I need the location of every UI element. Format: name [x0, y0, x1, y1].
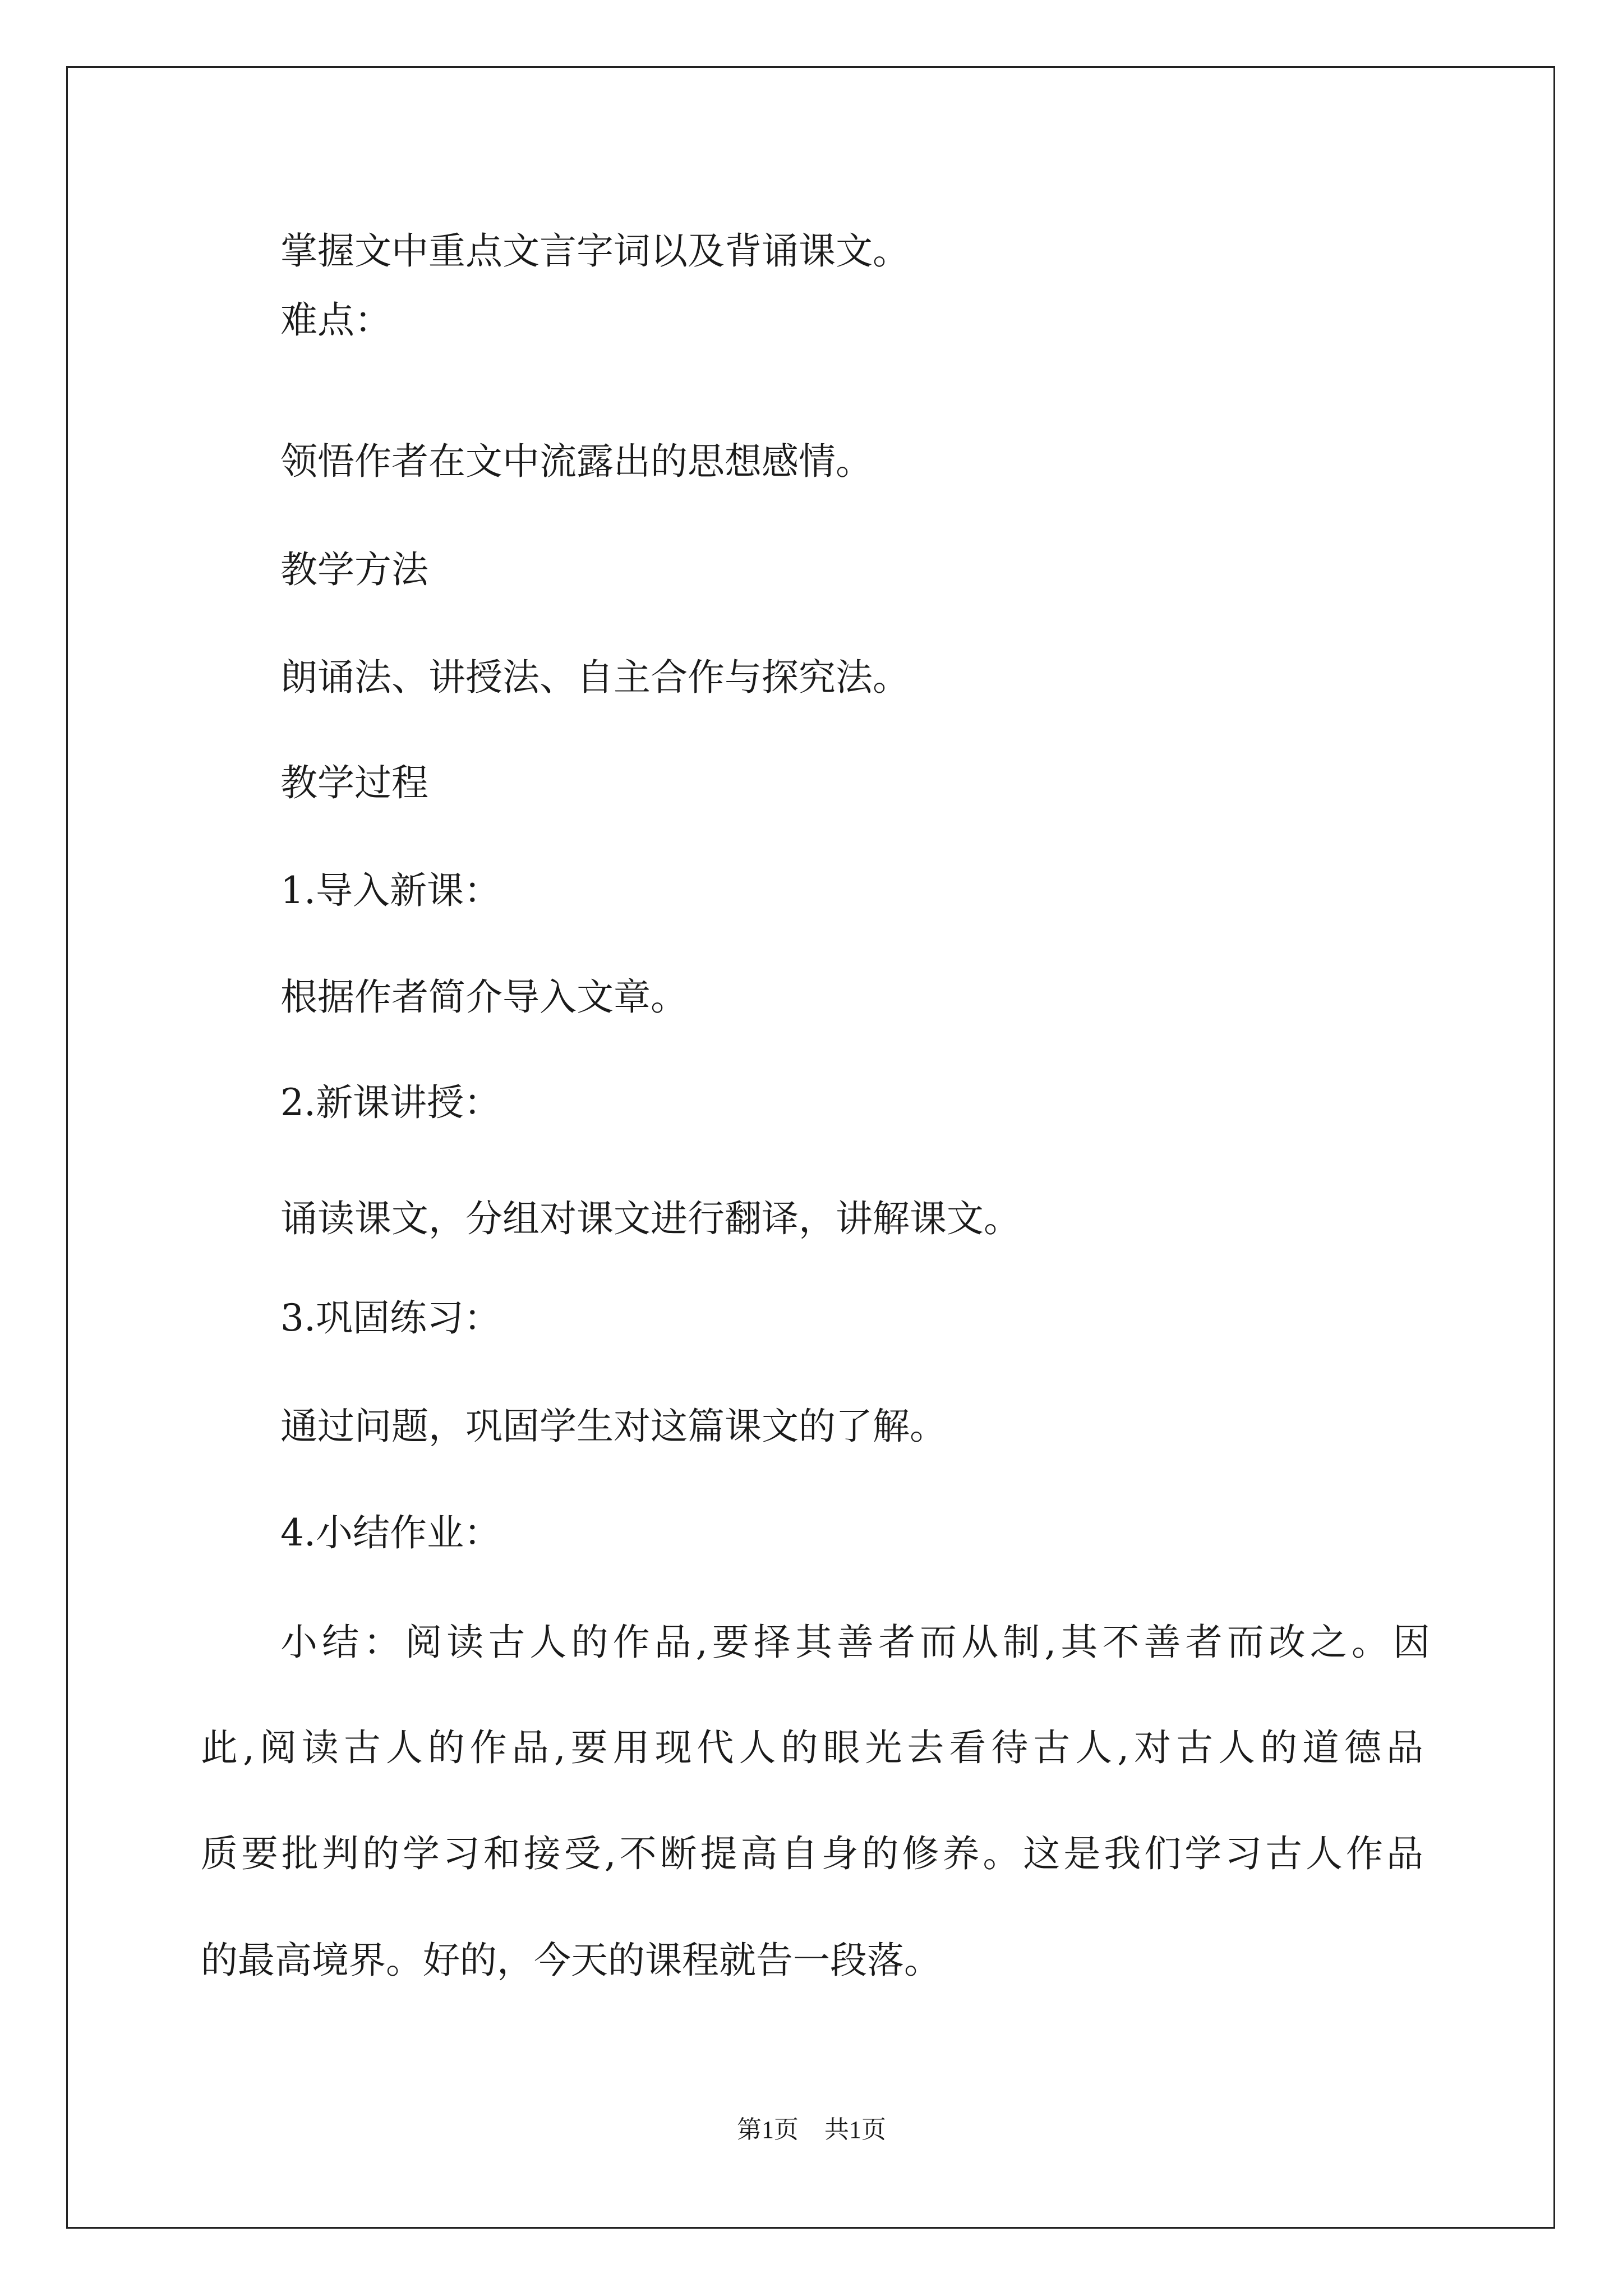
text-line-difficulty: 领悟作者在文中流露出的思想感情。	[280, 440, 873, 483]
text-line-method-heading: 教学方法	[280, 548, 428, 591]
text-line-process-heading: 教学过程	[280, 761, 428, 804]
text-line-step-3: 3.巩固练习：	[280, 1296, 501, 1340]
summary-line-3: 质要批判的学习和接受,不断提高自身的修养。这是我们学习古人作品	[201, 1832, 1423, 1875]
page-total: 共1页	[824, 2116, 886, 2143]
text-line-difficulty-heading: 难点：	[280, 298, 391, 342]
page-number: 第1页	[737, 2116, 799, 2143]
text-line-step-4: 4.小结作业：	[280, 1511, 501, 1554]
text-line-key-words: 掌握文中重点文言字词以及背诵课文。	[280, 229, 910, 273]
summary-line-4: 的最高境界。好的，今天的课程就告一段落。	[201, 1939, 941, 1982]
text-line-step-1-detail: 根据作者简介导入文章。	[280, 976, 688, 1019]
summary-line-2: 此,阅读古人的作品,要用现代人的眼光去看待古人,对古人的道德品	[201, 1726, 1423, 1769]
page-frame	[66, 66, 1555, 2229]
text-line-step-2-detail: 诵读课文，分组对课文进行翻译，讲解课文。	[280, 1197, 1021, 1240]
text-line-step-2: 2.新课讲授：	[280, 1081, 501, 1124]
text-line-step-3-detail: 通过问题，巩固学生对这篇课文的了解。	[280, 1405, 947, 1448]
text-line-methods: 朗诵法、讲授法、自主合作与探究法。	[280, 656, 910, 699]
summary-line-1: 小结：阅读古人的作品,要择其善者而从制,其不善者而改之。因	[280, 1621, 1430, 1664]
text-line-step-1: 1.导入新课：	[280, 869, 501, 912]
page-footer	[0, 2109, 1623, 2145]
